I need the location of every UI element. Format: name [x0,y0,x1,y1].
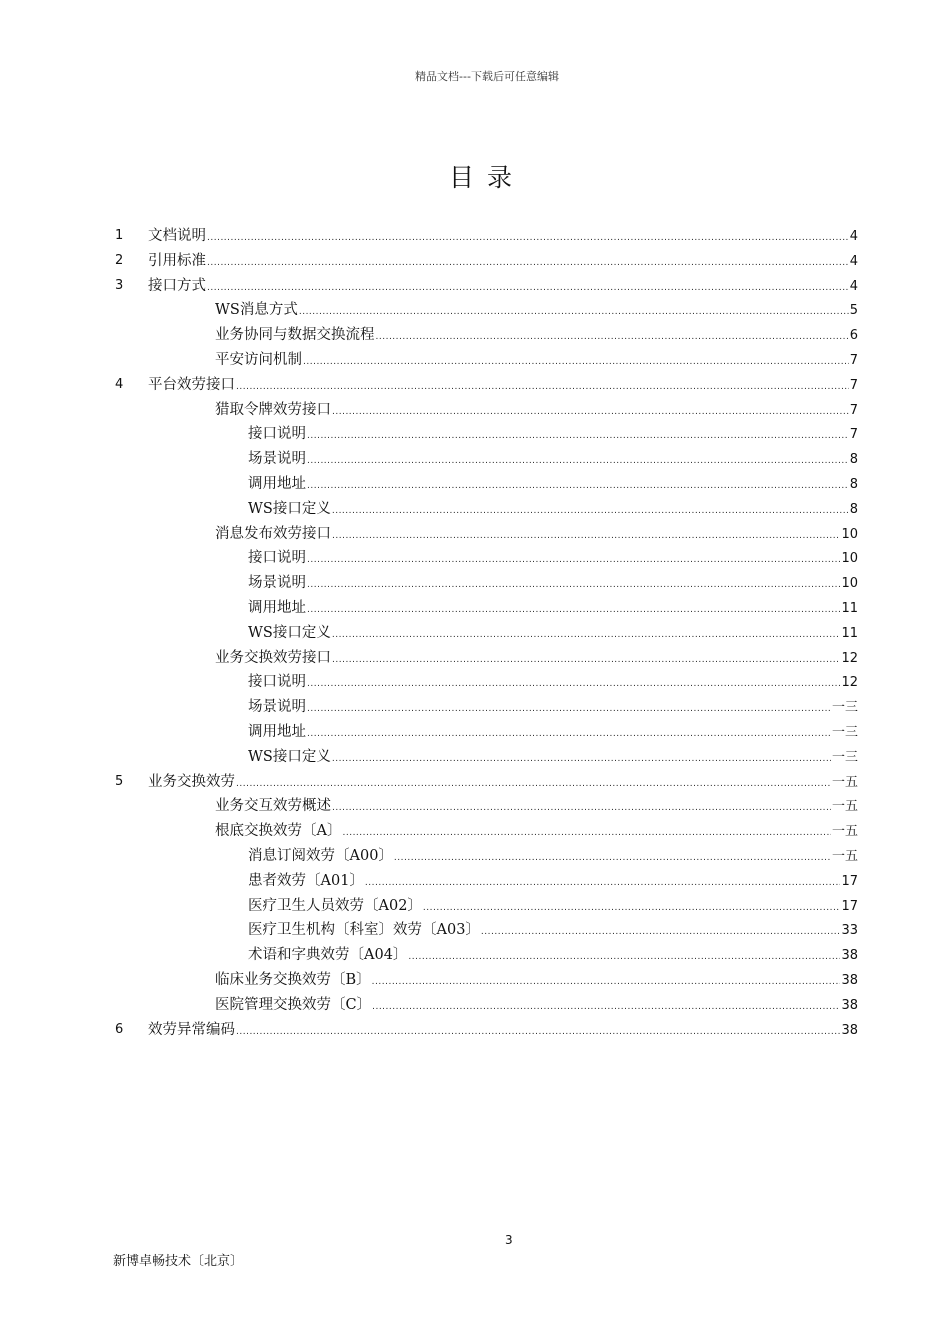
toc-entry-title: 业务协同与数据交换流程 [215,327,375,343]
toc-entry-title: 业务交换效劳 [148,774,235,790]
footer-company: 新博卓畅技术〔北京〕 [113,1254,244,1269]
toc-entry-page: 8 [849,477,858,492]
toc-entry[interactable] [248,919,858,941]
toc-entry[interactable] [248,498,858,520]
page-number: 3 [505,1233,513,1247]
toc-entry-page: 一五 [831,775,858,790]
toc-dot-leader [372,971,841,993]
toc-entry[interactable] [248,473,858,495]
toc-dot-leader [408,946,840,968]
toc-entry-page: 38 [841,973,858,988]
toc-entry-page: 4 [849,254,858,269]
toc-dot-leader [236,773,831,795]
toc-entry[interactable] [215,820,858,842]
toc-dot-leader [307,475,849,497]
toc-dot-leader [236,1021,840,1043]
toc-entry[interactable] [248,944,858,966]
toc-entry-title: 平台效劳接口 [148,377,235,393]
toc-entry-page: 4 [849,279,858,294]
toc-entry[interactable] [115,250,858,272]
toc-entry-title: 猎取令牌效劳接口 [215,402,331,418]
toc-entry[interactable] [248,746,858,768]
toc-dot-leader [299,301,849,323]
toc-entry-page: 11 [841,601,858,616]
toc-entry-title: WS接口定义 [248,749,331,765]
toc-entry[interactable] [215,399,858,421]
toc-entry-title: 场景说明 [248,699,306,715]
toc-dot-leader [307,599,840,621]
toc-entry-title: 调用地址 [248,476,306,492]
toc-dot-leader [207,277,849,299]
toc-dot-leader [307,450,849,472]
toc-entry[interactable] [215,969,858,991]
toc-entry-title: 业务交换效劳接口 [215,650,331,666]
toc-entry[interactable] [248,671,858,693]
toc-entry-page: 8 [849,502,858,517]
toc-entry[interactable] [248,448,858,470]
toc-dot-leader [307,549,840,571]
toc-entry-page: 7 [849,427,858,442]
toc-entry[interactable] [215,324,858,346]
toc-dot-leader [303,351,849,373]
toc-dot-leader [481,921,841,943]
toc-entry[interactable] [215,523,858,545]
toc-entry[interactable] [115,225,858,247]
toc-entry-page: 7 [849,378,858,393]
toc-entry-title: 平安访问机制 [215,352,302,368]
page-title: 目录 [448,163,525,192]
toc-dot-leader [332,748,831,770]
toc-entry[interactable] [248,895,858,917]
toc-entry-page: 5 [849,303,858,318]
toc-entry-page: 4 [849,229,858,244]
toc-entry-page: 10 [841,527,858,542]
toc-entry-number: 4 [115,377,124,392]
toc-entry-page: 10 [841,551,858,566]
toc-dot-leader [376,326,849,348]
toc-entry-title: 接口方式 [148,278,206,294]
toc-entry-title: 文档说明 [148,228,206,244]
toc-entry-page: 8 [849,452,858,467]
toc-entry-title: 业务交互效劳概述 [215,798,331,814]
toc-entry-page: 7 [849,353,858,368]
toc-dot-leader [342,822,831,844]
toc-entry[interactable] [215,349,858,371]
toc-dot-leader [372,996,840,1018]
toc-entry[interactable] [248,597,858,619]
toc-dot-leader [423,897,841,919]
toc-entry[interactable] [215,647,858,669]
toc-entry-number: 2 [115,253,124,268]
toc-entry-page: 一三 [831,725,858,740]
toc-entry-page: 一五 [831,824,858,839]
toc-entry[interactable] [248,572,858,594]
toc-dot-leader [332,500,849,522]
toc-entry-number: 5 [115,774,124,789]
toc-entry[interactable] [248,721,858,743]
toc-entry-page: 11 [841,626,858,641]
toc-entry-title: WS接口定义 [248,501,331,517]
toc-entry[interactable] [115,275,858,297]
toc-dot-leader [207,227,849,249]
toc-entry-page: 7 [849,403,858,418]
toc-dot-leader [332,649,840,671]
toc-entry-title: WS消息方式 [215,302,298,318]
toc-entry-title: 接口说明 [248,426,306,442]
toc-entry-title: 术语和字典效劳〔A04〕 [248,947,408,963]
toc-dot-leader [394,847,831,869]
toc-entry-title: 根底交换效劳〔A〕 [215,823,342,839]
toc-entry-page: 一三 [831,700,858,715]
toc-dot-leader [307,574,840,596]
toc-entry-page: 12 [841,651,858,666]
toc-entry[interactable] [248,696,858,718]
toc-dot-leader [332,525,840,547]
toc-entry[interactable] [248,547,858,569]
toc-entry-title: 消息发布效劳接口 [215,526,331,542]
toc-entry-page: 10 [841,576,858,591]
toc-entry-title: 医疗卫生机构〔科室〕效劳〔A03〕 [248,922,480,938]
toc-entry[interactable] [248,423,858,445]
toc-entry[interactable] [215,299,858,321]
toc-entry[interactable] [248,845,858,867]
toc-entry-number: 1 [115,228,124,243]
toc-dot-leader [365,872,841,894]
toc-entry-title: 医疗卫生人员效劳〔A02〕 [248,898,422,914]
toc-entry-title: 场景说明 [248,575,306,591]
toc-entry-title: 消息订阅效劳〔A00〕 [248,848,393,864]
toc-dot-leader [332,624,841,646]
toc-entry-page: 17 [841,899,858,914]
toc-entry[interactable] [115,1019,858,1041]
toc-dot-leader [307,673,840,695]
toc-entry-number: 3 [115,278,124,293]
toc-entry-title: 临床业务交换效劳〔B〕 [215,972,371,988]
toc-entry-page: 12 [841,675,858,690]
toc-entry[interactable] [115,771,858,793]
toc-dot-leader [207,252,849,274]
toc-entry[interactable] [248,870,858,892]
toc-entry-page: 17 [841,874,858,889]
toc-entry-title: 效劳异常编码 [148,1022,235,1038]
toc-entry-page: 一五 [831,849,858,864]
toc-entry-page: 38 [841,948,858,963]
toc-entry-title: 引用标准 [148,253,206,269]
toc-dot-leader [236,376,849,398]
toc-entry-number: 6 [115,1022,124,1037]
toc-entry-page: 6 [849,328,858,343]
toc-entry-title: 患者效劳〔A01〕 [248,873,364,889]
toc-entry-page: 一三 [831,750,858,765]
toc-entry[interactable] [215,795,858,817]
toc-entry-title: 接口说明 [248,674,306,690]
toc-dot-leader [307,425,849,447]
toc-dot-leader [307,698,831,720]
toc-entry-page: 一五 [831,799,858,814]
toc-dot-leader [332,401,849,423]
toc-entry[interactable] [248,622,858,644]
toc-entry-page: 38 [841,1023,858,1038]
toc-entry-title: 接口说明 [248,550,306,566]
toc-entry-title: 调用地址 [248,724,306,740]
toc-entry-title: 场景说明 [248,451,306,467]
toc-entry-page: 33 [841,923,858,938]
toc-entry[interactable] [215,994,858,1016]
toc-entry-title: WS接口定义 [248,625,331,641]
toc-entry-page: 38 [841,998,858,1013]
toc-entry[interactable] [115,374,858,396]
header-note: 精品文档---下载后可任意编辑 [415,70,559,83]
toc-dot-leader [332,797,831,819]
toc-dot-leader [307,723,831,745]
toc-entry-title: 调用地址 [248,600,306,616]
toc-entry-title: 医院管理交换效劳〔C〕 [215,997,372,1013]
